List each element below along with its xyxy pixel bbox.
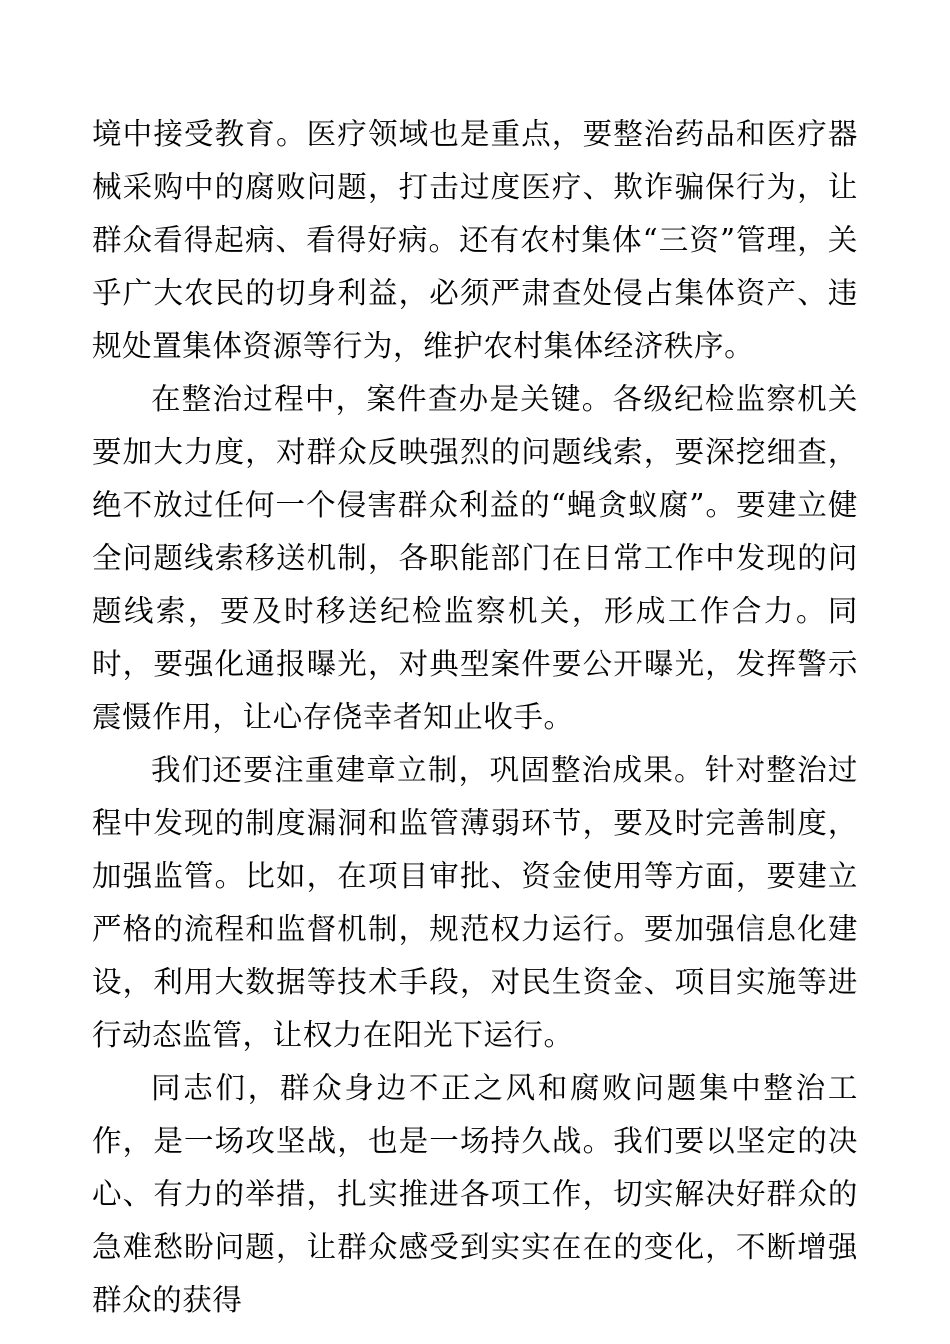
paragraph-1: 境中接受教育。医疗领域也是重点，要整治药品和医疗器械采购中的腐败问题，打击过度医疗、欺诈骗保行为，让群众看得起病、看得好病。还有农村集体“三资”管理，关乎广大农民的切身利益，必须严肃查处侵占集体资产、违规处置集体资源等行为，维护农村集体经济秩序。 bbox=[92, 117, 858, 363]
paragraph-3: 我们还要注重建章立制，巩固整治成果。针对整治过程中发现的制度漏洞和监管薄弱环节，要及时完善制度，加强监管。比如，在项目审批、资金使用等方面，要建立严格的流程和监督机制，规范权力运行。要加强信息化建设，利用大数据等技术手段，对民生资金、项目实施等进行动态监管，让权力在阳光下运行。 bbox=[92, 753, 858, 1052]
paragraph-4: 同志们，群众身边不正之风和腐败问题集中整治工作，是一场攻坚战，也是一场持久战。我们要以坚定的决心、有力的举措，扎实推进各项工作，切实解决好群众的急难愁盼问题，让群众感受到实实在在的变化，不断增强群众的获得 bbox=[92, 1071, 858, 1317]
paragraph-2: 在整治过程中，案件查办是关键。各级纪检监察机关要加大力度，对群众反映强烈的问题线索，要深挖细查，绝不放过任何一个侵害群众利益的“蝇贪蚁腐”。要建立健全问题线索移送机制，各职能部门在日常工作中发现的问题线索，要及时移送纪检监察机关，形成工作合力。同时，要强化通报曝光，对典型案件要公开曝光，发挥警示震慑作用，让心存侥幸者知止收手。 bbox=[92, 382, 858, 734]
document-body bbox=[92, 108, 858, 1327]
